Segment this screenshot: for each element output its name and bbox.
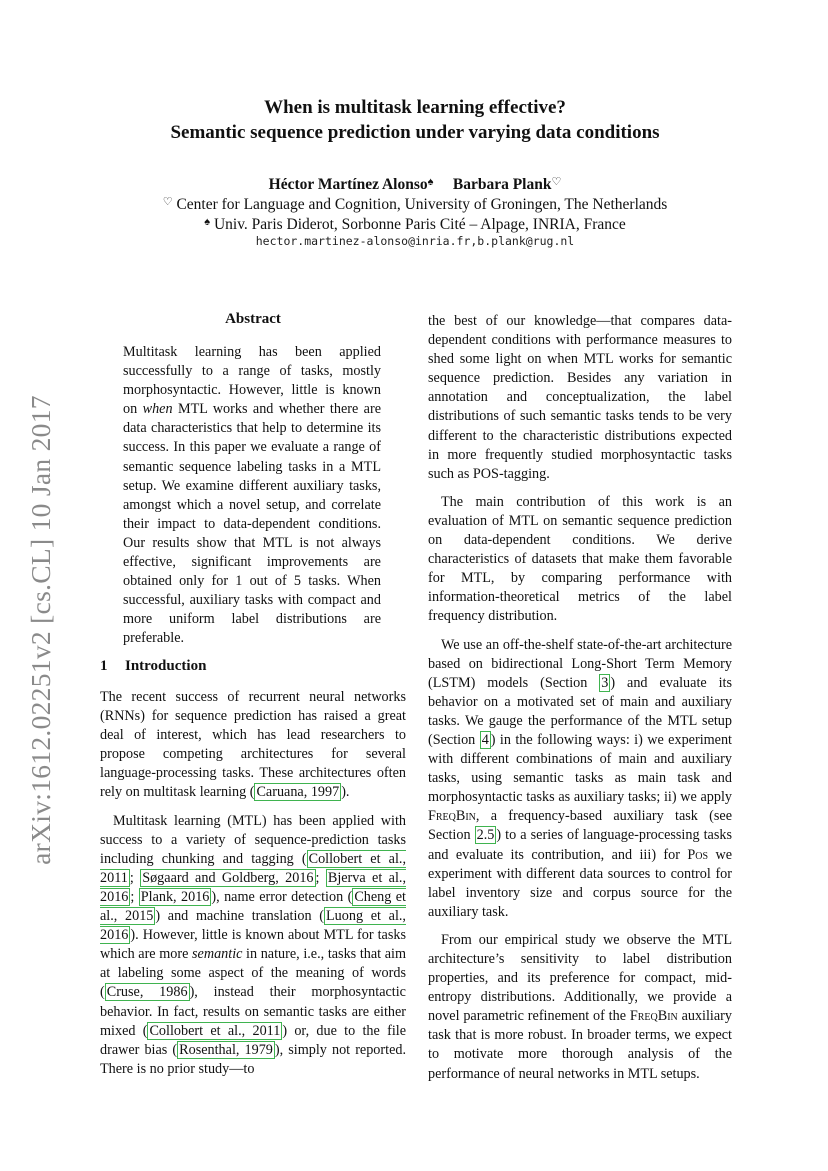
body-paragraph [428, 931, 732, 1084]
abstract-body [123, 343, 381, 658]
text-run: ) in the following ways: i) we experiment with different combinations of main and auxiliary tasks, using semantic tasks as main task and morphosyntactic tasks as auxiliary tasks; ii) we apply [428, 731, 732, 806]
text-run: auxiliary task that is more robust. In broader terms, we expect to motivate more thorough analysis of the performance of neural networks in MTL setups. [428, 1008, 732, 1082]
text-run: ). [341, 784, 350, 801]
section-reference-link[interactable]: 3 [601, 674, 609, 691]
abstract-heading: Abstract [225, 311, 281, 327]
citation-link[interactable]: Collobert et al., 2011 [100, 850, 406, 886]
text-run: ; [315, 869, 326, 886]
introduction-right-column [428, 312, 732, 1093]
section-reference-link[interactable]: 2.5 [476, 827, 495, 844]
emphasis: semantic [192, 946, 243, 963]
text-run: Multitask learning has been applied successfully to a range of tasks, mostly morphosyntactic. However, little is known on [123, 344, 381, 418]
text-run: we experiment with different data sources to control for label inventory size and corpus source for the auxiliary task. [428, 846, 732, 920]
citation-link[interactable]: Rosenthal, 1979 [179, 1041, 273, 1058]
affiliation [120, 212, 710, 235]
author-name: Barbara Plank [452, 176, 552, 193]
citation-link[interactable]: Caruana, 1997 [256, 784, 340, 801]
text-run: , a frequency-based auxiliary task (see Section [428, 808, 732, 844]
section-title: Introduction [125, 658, 207, 674]
citation-link[interactable]: Cheng et al., 2015 [100, 888, 406, 925]
body-paragraph: the best of our knowledge—that compares data-dependent conditions with performance measures to shed some light on when MTL works for semantic sequence prediction. Besides any variation in annotation and conceptualization, the label distributions of such semantic tasks tends to be very different to the characteristic distributions expected in more frequently studied morphosyntactic tasks such as POS-tagging. [428, 313, 732, 482]
affiliation-text: Univ. Paris Diderot, Sorbonne Paris Cité – Alpage, INRIA, France [213, 216, 626, 233]
citation-link[interactable]: Collobert et al., 2011 [149, 1022, 281, 1039]
text-run: From our empirical study we observe the MTL architecture’s sensitivity to label distribution properties, and its preference for compact, mid-entropy distributions. Additionally, we provide a novel parametric refinement of the [428, 931, 732, 1025]
citation-link[interactable]: Cruse, 1986 [106, 984, 188, 1001]
body-paragraph [100, 688, 406, 803]
citation-link[interactable]: Søgaard and Goldberg, 2016 [142, 869, 314, 886]
text-run: ) to a series of language-processing tasks and evaluate its contribution, and iii) for [428, 827, 732, 863]
text-run: ). However, little is known about MTL for tasks which are more [100, 927, 406, 963]
task-name: FreqBin [629, 1008, 678, 1025]
section-number: 1 [100, 658, 108, 674]
task-name: FreqBin [428, 808, 476, 825]
citation-link[interactable]: Bjerva et al., 2016 [100, 869, 406, 905]
introduction-left-column [100, 688, 406, 1088]
affiliation-marker: ♠ [204, 216, 211, 228]
text-run: ) and machine translation ( [155, 908, 324, 925]
text-run: ), simply not reported. There is no prior study—to [100, 1041, 407, 1077]
author-name: Héctor Martínez Alonso [268, 176, 428, 193]
text-run: ), instead their morphosyntactic behavior. In fact, results on semantic tasks are either mixed ( [100, 984, 406, 1039]
paper-title [120, 95, 710, 145]
affiliation-text: Center for Language and Cognition, University of Groningen, The Netherlands [176, 196, 668, 213]
task-name: Pos [687, 846, 709, 863]
text-run: ; [129, 869, 141, 886]
title-line-1: When is multitask learning effective? [264, 97, 566, 118]
author-emails: hector.martinez-alonso@inria.fr,b.plank@rug.nl [255, 234, 575, 248]
text-run: ) or, due to the file drawer bias ( [100, 1022, 407, 1058]
abstract-paragraph [123, 343, 381, 649]
citation-link[interactable]: Plank, 2016 [140, 888, 210, 905]
title-line-2: Semantic sequence prediction under varying data conditions [170, 122, 660, 143]
text-run: We use an off-the-shelf state-of-the-art architecture based on bidirectional Long-Short Term Memory (LSTM) models (Section [428, 636, 732, 691]
affiliation-marker: ♡ [162, 196, 173, 208]
text-run: Multitask learning (MTL) has been applied with success to a variety of sequence-prediction tasks including chunking and tagging ( [100, 812, 406, 867]
text-run: ), name error detection ( [211, 888, 353, 905]
author-marker: ♠ [427, 176, 434, 188]
text-run: MTL works and whether there are data characteristics that help to determine its success. In this paper we evaluate a range of semantic sequence labeling tasks in a MTL setup. We examine different auxiliary tasks, amongst which a novel setup, and correlate their impact to data-dependent conditions. Our results show that MTL is not always effective, significant improvements are obtained only for 1 out of 5 tasks. When successful, auxiliary tasks with compact and more uniform label distributions are preferable. [123, 401, 382, 647]
arxiv-identifier: arXiv:1612.02251v2 [cs.CL] 10 Jan 2017 [25, 395, 56, 865]
section-heading [100, 658, 206, 675]
text-run: in nature, i.e., tasks that aim at labeling some aspect of the meaning of words ( [100, 946, 406, 1001]
text-run: The recent success of recurrent neural networks (RNNs) for sequence prediction has raised a great deal of interest, which has lead researchers to propose competing architectures for several language-processing tasks. These architectures often rely on multitask learning ( [100, 689, 406, 801]
author-marker: ♡ [551, 176, 562, 188]
body-paragraph: The main contribution of this work is an evaluation of MTL on semantic sequence prediction on data-dependent conditions. We derive characteristics of datasets that make them favorable for MTL, by comparing performance with information-theoretical metrics of the label frequency distribution. [428, 493, 732, 625]
emphasis: when [142, 401, 173, 418]
body-paragraph [100, 812, 406, 1079]
arxiv-sidebar-stamp [18, 370, 64, 890]
citation-link[interactable]: Luong et al., 2016 [100, 908, 406, 944]
text-run: ; [130, 888, 139, 905]
body-paragraph [428, 636, 732, 922]
section-reference-link[interactable]: 4 [481, 731, 489, 748]
text-run: ) and evaluate its behavior on a motivated set of main and auxiliary tasks. We gauge the performance of the MTL setup (Section [428, 674, 732, 748]
